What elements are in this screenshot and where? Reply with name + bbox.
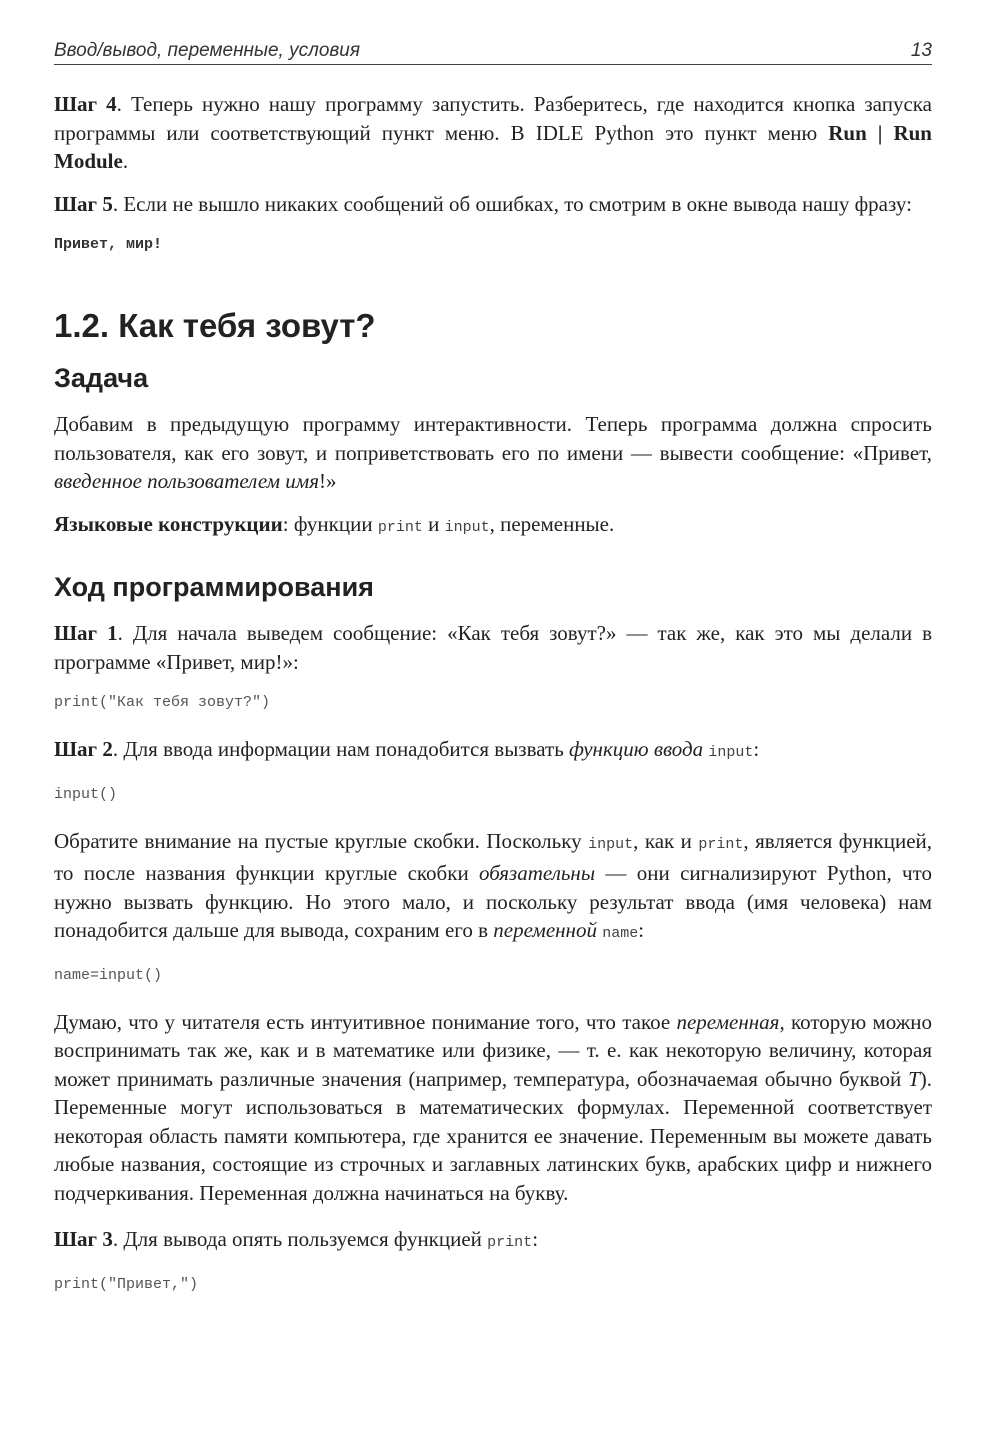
s3-paragraph bbox=[54, 1225, 932, 1258]
constructs-text1: : функции bbox=[282, 511, 378, 536]
para1-t6: : bbox=[638, 918, 645, 942]
s3-text2: : bbox=[532, 1227, 539, 1251]
page-content bbox=[54, 90, 932, 1317]
s1-paragraph bbox=[54, 619, 932, 676]
task-text1: Добавим в предыдущую программу интерактивности. Теперь программа должна спросить пользователя, как его зовут, и поприветствовать его по имени — вывести сообщение: «Привет, bbox=[54, 412, 932, 465]
output-hello-world: Привет, мир! bbox=[54, 236, 163, 253]
para1-c2: print bbox=[698, 835, 744, 853]
code-print-question: print("Как тебя зовут?") bbox=[54, 694, 271, 711]
step4-text1: . Теперь нужно нашу программу запустить. Разберитесь, где находится кнопка запуска программы или соответствующий пункт меню. В IDLE Python это пункт меню bbox=[54, 92, 932, 145]
s2-code: input bbox=[708, 744, 754, 761]
step4-label: Шаг 4 bbox=[54, 92, 117, 116]
para1-c3: name bbox=[602, 925, 639, 942]
para2-i2: T bbox=[908, 1066, 920, 1091]
s2-text3: : bbox=[753, 737, 760, 761]
para1-i2: переменной bbox=[493, 918, 597, 942]
constructs-code2: input bbox=[444, 518, 490, 536]
section-title: 1.2. Как тебя зовут? bbox=[54, 307, 376, 344]
step4-text2: . bbox=[122, 149, 129, 173]
task-text2: !» bbox=[318, 469, 337, 493]
step5-paragraph bbox=[54, 190, 932, 219]
constructs-paragraph bbox=[54, 510, 932, 543]
s3-label: Шаг 3 bbox=[54, 1227, 113, 1251]
task-italic: введенное пользователем имя bbox=[54, 469, 319, 493]
para1-c1: input bbox=[588, 835, 634, 853]
constructs-code1: print bbox=[377, 518, 423, 536]
para2-i1: переменная bbox=[676, 1009, 780, 1034]
para1-t4: — они сигнализируют Python, что нужно вызвать функцию. Но этого мало, и поскольку результат ввода (имя человека) нам понадобится дальше для вывода, сохраним его в bbox=[54, 861, 932, 942]
step4-paragraph bbox=[54, 90, 932, 176]
para1-t2: , как и bbox=[633, 828, 699, 853]
para2-t2: , которую можно воспринимать так же, как и в математике или физике, — т. е. как некоторую величину, которая может принимать различные значения (например, температура, обозначаемая обычно буквой bbox=[54, 1009, 932, 1091]
s1-text: . Для начала выведем сообщение: «Как тебя зовут?» — так же, как это мы делали в программе «Привет, мир!»: bbox=[54, 621, 932, 674]
para1-t3: , является функцией, то после названия функции круглые скобки bbox=[54, 828, 933, 885]
progress-heading: Ход программирования bbox=[54, 572, 374, 602]
para2 bbox=[54, 1008, 932, 1208]
s1-label: Шаг 1 bbox=[54, 621, 118, 645]
constructs-text3: , переменные. bbox=[489, 511, 615, 536]
step5-text: . Если не вышло никаких сообщений об ошибках, то смотрим в окне вывода нашу фразу: bbox=[112, 191, 912, 216]
task-heading: Задача bbox=[54, 363, 149, 393]
page-number: 13 bbox=[910, 40, 932, 61]
para1-t1: Обратите внимание на пустые круглые скобки. Поскольку bbox=[54, 828, 589, 853]
code-input: input() bbox=[54, 785, 118, 803]
code-print-hello: print("Привет,") bbox=[54, 1275, 199, 1293]
step5-label: Шаг 5 bbox=[54, 191, 113, 216]
para2-t3: ). Переменные могут использоваться в математических формулах. Переменной соответствует некоторая область памяти компьютера, где хранится ее значение. Переменным вы можете давать любые названия, состоящие из строчных и заглавных латинских букв, арабских цифр и нижнего подчеркивания. Переменная должна начинаться на букву. bbox=[54, 1066, 932, 1205]
constructs-label: Языковые конструкции bbox=[54, 511, 283, 536]
s2-text1: . Для ввода информации нам понадобится вызвать bbox=[112, 737, 570, 761]
para1-i1: обязательны bbox=[479, 861, 596, 885]
header-title: Ввод/вывод, переменные, условия bbox=[54, 40, 361, 61]
s3-text: . Для вывода опять пользуемся функцией bbox=[112, 1227, 488, 1251]
task-paragraph bbox=[54, 410, 932, 496]
para2-t1: Думаю, что у читателя есть интуитивное понимание того, что такое bbox=[54, 1009, 677, 1034]
s2-paragraph bbox=[54, 735, 932, 768]
code-name-input: name=input() bbox=[54, 966, 163, 984]
s2-italic: функцию ввода bbox=[569, 737, 704, 761]
running-header bbox=[54, 38, 932, 65]
constructs-text2: и bbox=[422, 511, 445, 536]
step4-menu: Run | Run Module bbox=[54, 120, 932, 173]
s2-label: Шаг 2 bbox=[54, 737, 113, 761]
para1 bbox=[54, 827, 932, 949]
s3-code: print bbox=[487, 1234, 533, 1251]
